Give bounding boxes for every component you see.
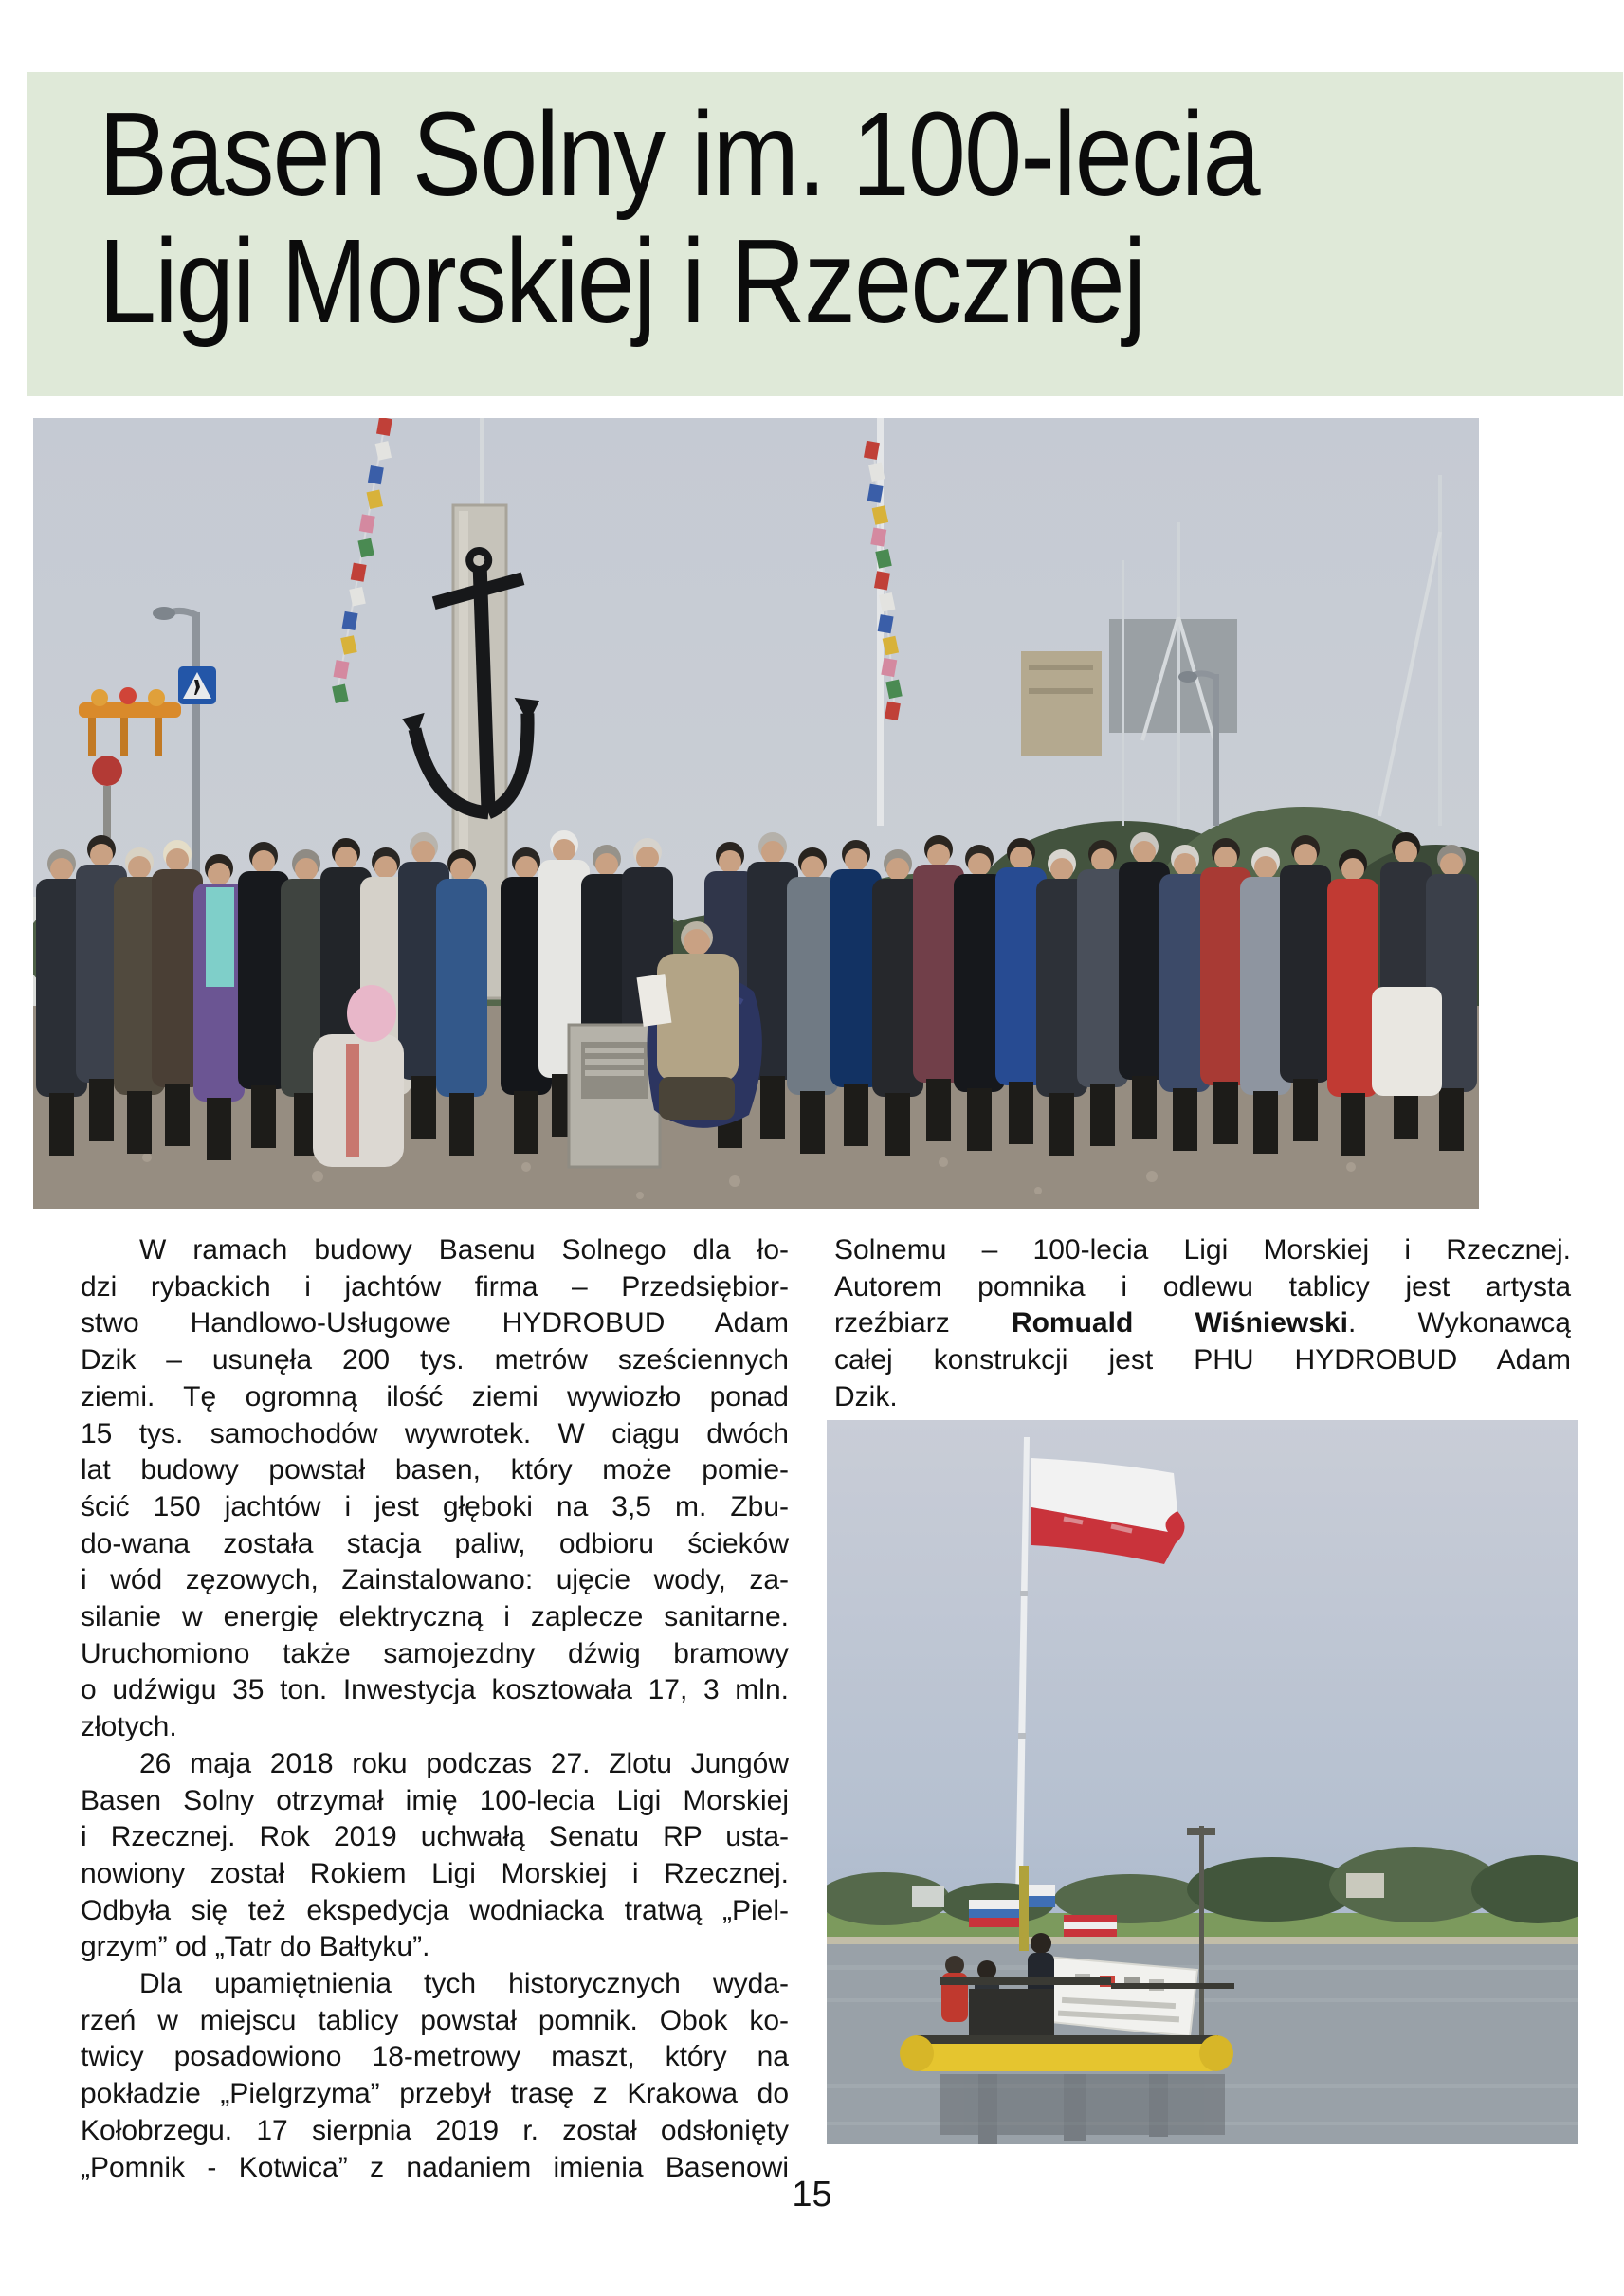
text-line: o udźwigu 35 ton. Inwestycja kosztowała 17, 3 mln.: [81, 1674, 789, 1706]
text-line: ścić 150 jachtów i jest głęboki na 3,5 m. Zbu-: [81, 1490, 789, 1522]
article-title: [99, 87, 1259, 348]
crowd-photo-illustration: [33, 418, 1479, 1209]
text-line: nowiony został Rokiem Ligi Morskiej i Rzecznej.: [81, 1857, 789, 1889]
raft-hull: [900, 2035, 1233, 2071]
pink-bag: [347, 985, 396, 1042]
text-line: i Rzecznej. Rok 2019 uchwałą Senatu RP usta-: [81, 1821, 789, 1853]
text-line: Odbyła się też ekspedycja wodniacka tratwą „Piel-: [81, 1894, 789, 1926]
banner-sail: [1042, 1957, 1197, 2036]
text-line: Dzik.: [834, 1380, 898, 1412]
raft-flag-photo: [827, 1420, 1578, 2144]
text-line: twicy posadowiono 18-metrowy maszt, który na: [81, 2041, 789, 2073]
article-header: [27, 72, 1623, 396]
text-line: dzi rybackich i jachtów firma – Przedsiębior-: [81, 1270, 789, 1303]
paragraph: [81, 1232, 789, 1746]
text-line: Dla upamiętnienia tych historycznych wyda-: [139, 1968, 789, 2000]
text-line: Basen Solny otrzymał imię 100-lecia Ligi Morskiej: [81, 1784, 789, 1816]
text-line: i wód zęzowych, Zainstalowano: ujęcie wody, za-: [81, 1564, 789, 1596]
text-line: pokładzie „Pielgrzyma” przebył trasę z Krakowa do: [81, 2078, 789, 2110]
text-line: silanie w energię elektryczną i zaplecze sanitarne.: [81, 1601, 789, 1633]
article-left-column: [81, 1232, 789, 2186]
text-line: ziemi. Tę ogromną ilość ziemi wywiozło ponad: [81, 1380, 789, 1412]
raft-reflection: [940, 2074, 1225, 2144]
text-line: 26 maja 2018 roku podczas 27. Zlotu Jungów: [139, 1747, 789, 1779]
text-line: Uruchomiono także samojezdny dźwig bramowy: [81, 1637, 789, 1669]
text-line: Dzik – usunęła 200 tys. metrów sześciennych: [81, 1344, 789, 1376]
article-right-column: [834, 1232, 1571, 1416]
text-line: złotych.: [81, 1711, 177, 1743]
text-line: lat budowy powstał basen, który może pomie-: [81, 1454, 789, 1486]
title-line-1: Basen Solny im. 100-lecia: [99, 87, 1259, 221]
text-line: W ramach budowy Basenu Solnego dla ło-: [139, 1234, 789, 1266]
crowd-ceremony-photo: [33, 418, 1479, 1209]
text-line: Autorem pomnika i odlewu tablicy jest artysta: [834, 1270, 1571, 1303]
text-line: całej konstrukcji jest PHU HYDROBUD Adam: [834, 1344, 1571, 1376]
text-line: stwo Handlowo-Usługowe HYDROBUD Adam: [81, 1307, 789, 1339]
paragraph: [834, 1232, 1571, 1416]
page-number: 15: [792, 2175, 832, 2214]
paragraph: [81, 1966, 789, 2186]
raft-photo-illustration: [827, 1420, 1578, 2144]
text-line: do-wana została stacja paliw, odbioru ścieków: [81, 1527, 789, 1559]
text-line: grzym” od „Tatr do Bałtyku”.: [81, 1931, 430, 1963]
paragraph: [81, 1746, 789, 1966]
text-line: 15 tys. samochodów wywrotek. W ciągu dwóch: [81, 1417, 789, 1449]
title-line-2: Ligi Morskiej i Rzecznej: [99, 214, 1145, 348]
text-line: Kołobrzegu. 17 sierpnia 2019 r. został odsłonięty: [81, 2114, 789, 2146]
text-line: rzeń w miejscu tablicy powstał pomnik. Obok ko-: [81, 2004, 789, 2036]
text-line: Solnemu – 100-lecia Ligi Morskiej i Rzecznej.: [834, 1234, 1571, 1266]
white-skirt: [1372, 987, 1442, 1096]
right-mast: [1199, 1826, 1204, 2044]
text-line: „Pomnik - Kotwica” z nadaniem imienia Basenowi: [81, 2151, 789, 2183]
plaque-stone: [569, 1025, 660, 1167]
text-line: rzeźbiarz Romuald Wiśniewski. Wykonawcą: [834, 1307, 1571, 1339]
teal-shirt: [206, 887, 234, 987]
